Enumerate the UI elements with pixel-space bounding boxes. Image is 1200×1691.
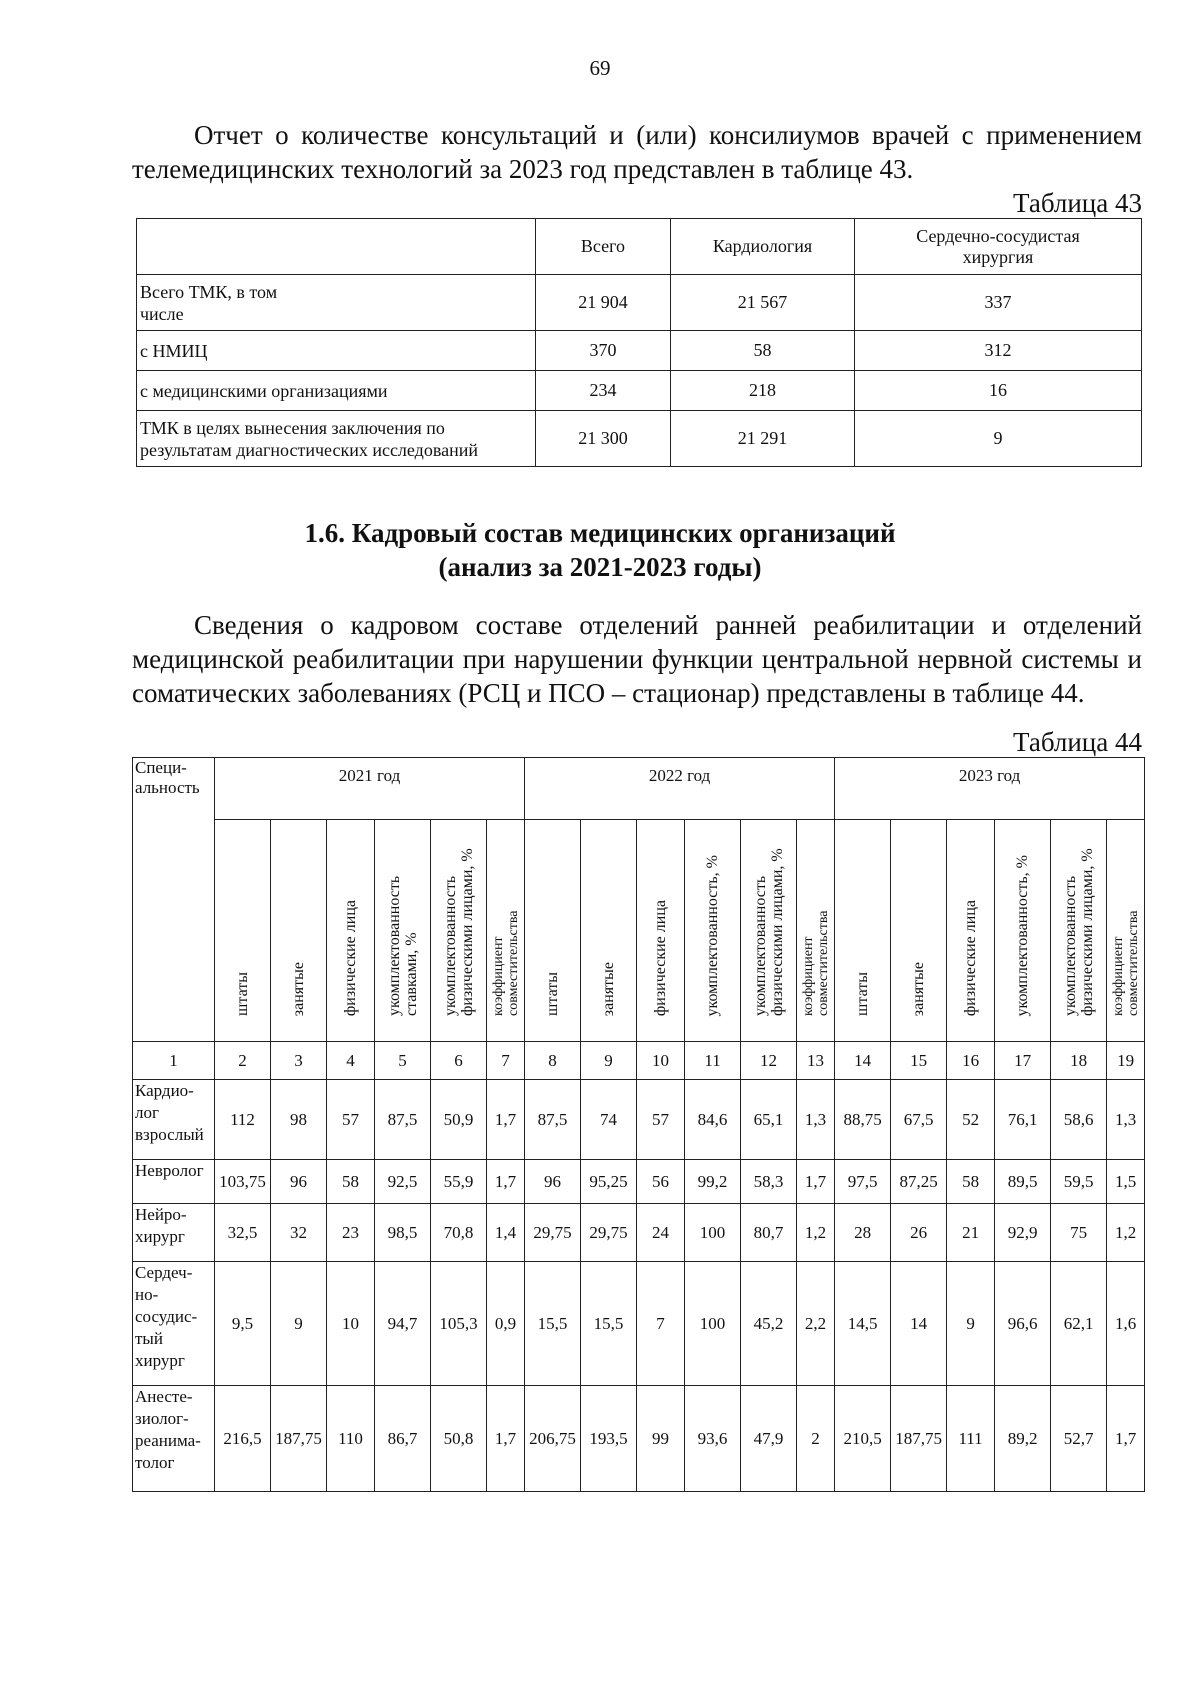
column-number-cell: 8 <box>525 1042 581 1080</box>
table44-value-cell: 67,5 <box>891 1080 947 1160</box>
table44-value-cell: 187,75 <box>891 1386 947 1492</box>
table-row <box>133 1160 1145 1204</box>
table43-cell: 234 <box>536 371 671 411</box>
table44-value-cell: 96 <box>271 1160 327 1204</box>
table44-value-cell: 70,8 <box>431 1204 487 1262</box>
table44-value-cell: 9 <box>947 1262 995 1386</box>
table44-value-cell: 74 <box>581 1080 637 1160</box>
column-number-cell: 18 <box>1051 1042 1107 1080</box>
table44-value-cell: 103,75 <box>215 1160 271 1204</box>
table44-value-cell: 96,6 <box>995 1262 1051 1386</box>
subheader-cell: занятые <box>271 820 327 1042</box>
table44-value-cell: 0,9 <box>487 1262 525 1386</box>
table-row <box>137 275 1142 331</box>
subheader-cell: физические лица <box>947 820 995 1042</box>
subheader-cell: укомплектованность, % <box>995 820 1051 1042</box>
section-heading <box>0 516 1200 584</box>
table44-value-cell: 52,7 <box>1051 1386 1107 1492</box>
table44-value-cell: 105,3 <box>431 1262 487 1386</box>
table43-header-row <box>137 219 1142 275</box>
table44-value-cell: 45,2 <box>741 1262 797 1386</box>
table44-spec-header: Специ-альность <box>133 758 215 1042</box>
column-number-cell: 12 <box>741 1042 797 1080</box>
table44-value-cell: 58 <box>327 1160 375 1204</box>
table44-value-cell: 97,5 <box>835 1160 891 1204</box>
table44-value-cell: 57 <box>327 1080 375 1160</box>
table44-value-cell: 29,75 <box>581 1204 637 1262</box>
table44-value-cell: 89,2 <box>995 1386 1051 1492</box>
table44-value-cell: 100 <box>685 1262 741 1386</box>
table43-cell: 218 <box>671 371 855 411</box>
table44-value-cell: 28 <box>835 1204 891 1262</box>
table44-value-cell: 15,5 <box>525 1262 581 1386</box>
column-number-cell: 19 <box>1107 1042 1145 1080</box>
table43-row-label: Всего ТМК, в том числе <box>137 275 536 331</box>
table44-value-cell: 99,2 <box>685 1160 741 1204</box>
table44-value-cell: 75 <box>1051 1204 1107 1262</box>
table44-value-cell: 58,6 <box>1051 1080 1107 1160</box>
specialty-cell: Кардио-лог взрослый <box>133 1080 215 1160</box>
table44-value-cell: 1,7 <box>487 1386 525 1492</box>
column-number-cell: 15 <box>891 1042 947 1080</box>
subheader-cell: штаты <box>525 820 581 1042</box>
column-number-cell: 6 <box>431 1042 487 1080</box>
table44-year-row <box>133 758 1145 820</box>
table44-value-cell: 98 <box>271 1080 327 1160</box>
table44-value-cell: 55,9 <box>431 1160 487 1204</box>
intro-paragraph: Отчет о количестве консультаций и (или) консилиумов врачей с применением телемедицинских технологий за 2023 год представлен в таблице 43. <box>132 120 1142 184</box>
year-header-2021: 2021 год <box>215 758 525 820</box>
table44-value-cell: 112 <box>215 1080 271 1160</box>
table44-value-cell: 92,9 <box>995 1204 1051 1262</box>
table44-value-cell: 1,7 <box>487 1080 525 1160</box>
table44-value-cell: 47,9 <box>741 1386 797 1492</box>
table-row <box>137 371 1142 411</box>
subheader-cell: укомплектованность физическими лицами, % <box>431 820 487 1042</box>
column-number-cell: 10 <box>637 1042 685 1080</box>
table44-value-cell: 62,1 <box>1051 1262 1107 1386</box>
column-number-cell: 17 <box>995 1042 1051 1080</box>
table44-value-cell: 99 <box>637 1386 685 1492</box>
table-row <box>137 411 1142 467</box>
table43-row-label: с НМИЦ <box>137 331 536 371</box>
table44-value-cell: 1,7 <box>487 1160 525 1204</box>
table43-cell: 21 567 <box>671 275 855 331</box>
table43-cell: 21 904 <box>536 275 671 331</box>
table-row <box>133 1204 1145 1262</box>
table44-value-cell: 10 <box>327 1262 375 1386</box>
table44-caption: Таблица 44 <box>1013 727 1142 757</box>
table44-value-cell: 2,2 <box>797 1262 835 1386</box>
table44-value-cell: 32,5 <box>215 1204 271 1262</box>
table44-value-cell: 193,5 <box>581 1386 637 1492</box>
section-heading-line2: (анализ за 2021-2023 годы) <box>438 552 762 582</box>
table44-column-numbers-row <box>133 1042 1145 1080</box>
table44-value-cell: 9,5 <box>215 1262 271 1386</box>
table44-value-cell: 1,3 <box>797 1080 835 1160</box>
table44-value-cell: 7 <box>637 1262 685 1386</box>
table43-caption: Таблица 43 <box>1013 188 1142 218</box>
table44-value-cell: 84,6 <box>685 1080 741 1160</box>
table44-value-cell: 1,7 <box>797 1160 835 1204</box>
table44-value-cell: 9 <box>271 1262 327 1386</box>
table44-value-cell: 14,5 <box>835 1262 891 1386</box>
table-row <box>133 1386 1145 1492</box>
table44-value-cell: 1,2 <box>797 1204 835 1262</box>
table44-value-cell: 32 <box>271 1204 327 1262</box>
table43-cell: 58 <box>671 331 855 371</box>
table43-row-label: ТМК в целях вынесения заключения по результатам диагностических исследований <box>137 411 536 467</box>
table44-value-cell: 88,75 <box>835 1080 891 1160</box>
subheader-cell: укомплектованность физическими лицами, % <box>741 820 797 1042</box>
table44-value-cell: 23 <box>327 1204 375 1262</box>
table43-header-cardiology: Кардиология <box>671 219 855 275</box>
table44-value-cell: 21 <box>947 1204 995 1262</box>
table43-cell: 21 300 <box>536 411 671 467</box>
column-number-cell: 1 <box>133 1042 215 1080</box>
table44-value-cell: 87,25 <box>891 1160 947 1204</box>
table44-value-cell: 52 <box>947 1080 995 1160</box>
table44-value-cell: 76,1 <box>995 1080 1051 1160</box>
table44-value-cell: 24 <box>637 1204 685 1262</box>
table44-value-cell: 80,7 <box>741 1204 797 1262</box>
table43-cell: 312 <box>855 331 1142 371</box>
specialty-cell: Анесте-зиолог-реанима-толог <box>133 1386 215 1492</box>
table44-value-cell: 92,5 <box>375 1160 431 1204</box>
specialty-cell: Нейро-хирург <box>133 1204 215 1262</box>
subheader-cell: укомплектованность, % <box>685 820 741 1042</box>
table44-value-cell: 216,5 <box>215 1386 271 1492</box>
year-header-2022: 2022 год <box>525 758 835 820</box>
table-row <box>133 1080 1145 1160</box>
table43-header-empty <box>137 219 536 275</box>
column-number-cell: 11 <box>685 1042 741 1080</box>
specialty-cell: Сердеч-но-сосудис-тый хирург <box>133 1262 215 1386</box>
table44-value-cell: 89,5 <box>995 1160 1051 1204</box>
subheader-cell: коэффициент совместительства <box>797 820 835 1042</box>
table44-subheader-row <box>133 820 1145 1042</box>
table43-cell: 370 <box>536 331 671 371</box>
table44-value-cell: 95,25 <box>581 1160 637 1204</box>
table44-value-cell: 110 <box>327 1386 375 1492</box>
column-number-cell: 9 <box>581 1042 637 1080</box>
column-number-cell: 13 <box>797 1042 835 1080</box>
table44-value-cell: 94,7 <box>375 1262 431 1386</box>
subheader-cell: физические лица <box>327 820 375 1042</box>
table44-value-cell: 87,5 <box>525 1080 581 1160</box>
table44-value-cell: 50,9 <box>431 1080 487 1160</box>
column-number-cell: 4 <box>327 1042 375 1080</box>
column-number-cell: 3 <box>271 1042 327 1080</box>
second-paragraph: Сведения о кадровом составе отделений ранней реабилитации и отделений медицинской реабилитации при нарушении функции центральной нервной системы и соматических заболеваниях (РСЦ и ПСО – стационар) представлены в таблице 44. <box>132 610 1142 708</box>
table-44 <box>132 757 1145 1492</box>
specialty-cell: Невролог <box>133 1160 215 1204</box>
table-43 <box>136 218 1142 467</box>
table44-value-cell: 93,6 <box>685 1386 741 1492</box>
table44-value-cell: 57 <box>637 1080 685 1160</box>
table43-header-cv-surgery: Сердечно-сосудистая хирургия <box>855 219 1142 275</box>
table44-value-cell: 15,5 <box>581 1262 637 1386</box>
subheader-cell: укомплектованность ставками, % <box>375 820 431 1042</box>
table44-value-cell: 96 <box>525 1160 581 1204</box>
table44-value-cell: 206,75 <box>525 1386 581 1492</box>
column-number-cell: 5 <box>375 1042 431 1080</box>
table44-value-cell: 86,7 <box>375 1386 431 1492</box>
table44-value-cell: 14 <box>891 1262 947 1386</box>
table-row <box>137 331 1142 371</box>
table44-value-cell: 1,7 <box>1107 1386 1145 1492</box>
table44-value-cell: 87,5 <box>375 1080 431 1160</box>
table44-value-cell: 210,5 <box>835 1386 891 1492</box>
column-number-cell: 14 <box>835 1042 891 1080</box>
table44-value-cell: 58,3 <box>741 1160 797 1204</box>
year-header-2023: 2023 год <box>835 758 1145 820</box>
table43-row-label: с медицинскими организациями <box>137 371 536 411</box>
subheader-cell: штаты <box>835 820 891 1042</box>
table44-value-cell: 56 <box>637 1160 685 1204</box>
column-number-cell: 16 <box>947 1042 995 1080</box>
table44-value-cell: 1,5 <box>1107 1160 1145 1204</box>
table-row <box>133 1262 1145 1386</box>
table44-value-cell: 50,8 <box>431 1386 487 1492</box>
table43-cell: 21 291 <box>671 411 855 467</box>
subheader-cell: занятые <box>891 820 947 1042</box>
table43-cell: 337 <box>855 275 1142 331</box>
table44-value-cell: 187,75 <box>271 1386 327 1492</box>
table44-value-cell: 26 <box>891 1204 947 1262</box>
table43-cell: 16 <box>855 371 1142 411</box>
subheader-cell: коэффициент совместительства <box>487 820 525 1042</box>
table44-value-cell: 1,6 <box>1107 1262 1145 1386</box>
table44-value-cell: 1,2 <box>1107 1204 1145 1262</box>
page-number: 69 <box>589 56 611 80</box>
subheader-cell: коэффициент совместительства <box>1107 820 1145 1042</box>
table43-cell: 9 <box>855 411 1142 467</box>
subheader-cell: занятые <box>581 820 637 1042</box>
section-heading-line1: 1.6. Кадровый состав медицинских организаций <box>304 518 896 548</box>
table44-value-cell: 2 <box>797 1386 835 1492</box>
subheader-cell: укомплектованность физическими лицами, % <box>1051 820 1107 1042</box>
table44-value-cell: 98,5 <box>375 1204 431 1262</box>
table44-value-cell: 1,4 <box>487 1204 525 1262</box>
table44-value-cell: 58 <box>947 1160 995 1204</box>
table43-header-total: Всего <box>536 219 671 275</box>
table44-value-cell: 111 <box>947 1386 995 1492</box>
subheader-cell: штаты <box>215 820 271 1042</box>
subheader-cell: физические лица <box>637 820 685 1042</box>
table44-value-cell: 1,3 <box>1107 1080 1145 1160</box>
table44-value-cell: 59,5 <box>1051 1160 1107 1204</box>
table44-value-cell: 29,75 <box>525 1204 581 1262</box>
column-number-cell: 2 <box>215 1042 271 1080</box>
table44-value-cell: 100 <box>685 1204 741 1262</box>
column-number-cell: 7 <box>487 1042 525 1080</box>
table44-value-cell: 65,1 <box>741 1080 797 1160</box>
